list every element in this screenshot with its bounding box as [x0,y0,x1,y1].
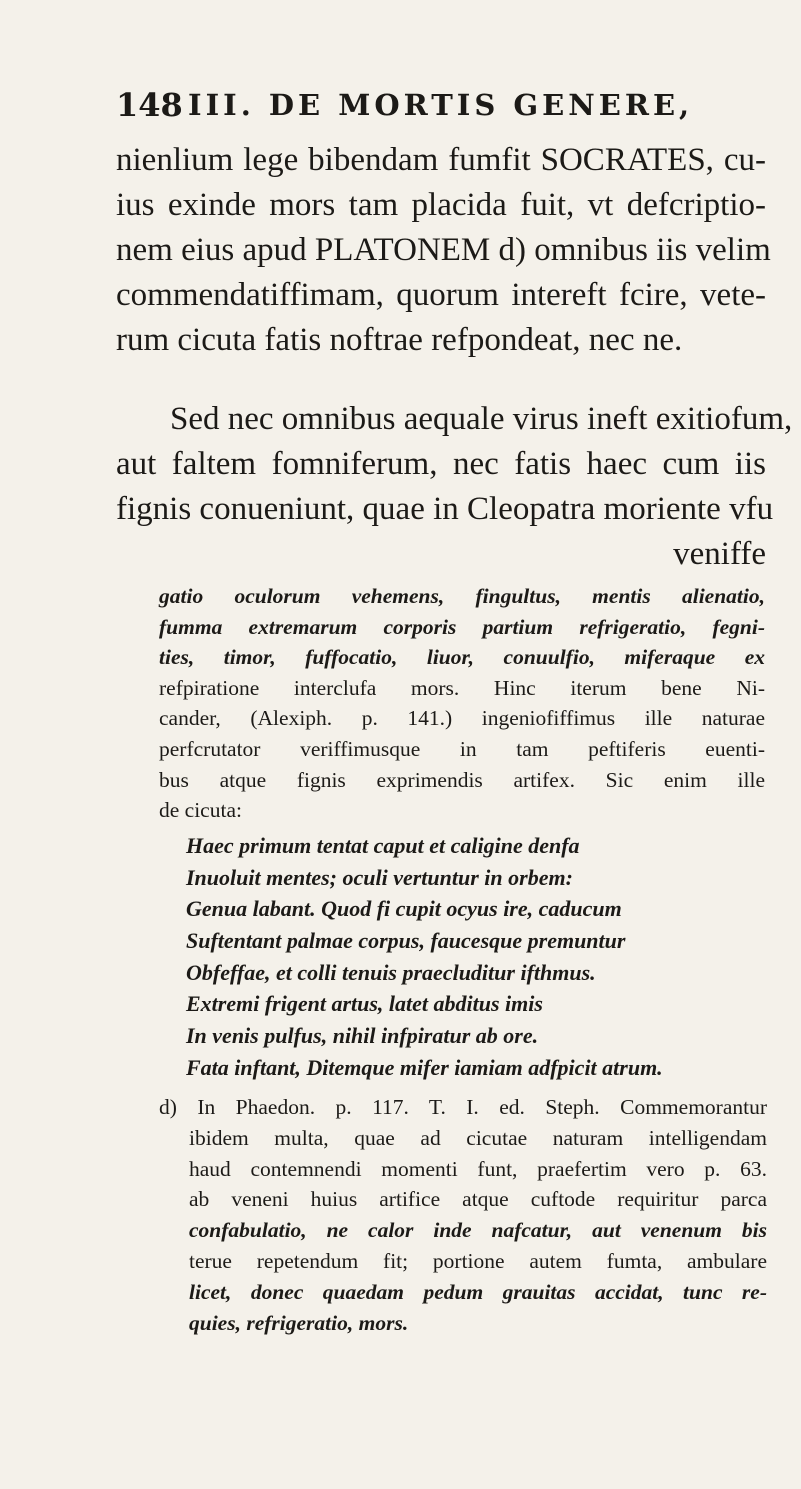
main-line: nienlium lege bibendam fumfit SOCRATES, cu- [116,142,766,178]
note-line: fumma extremarum corporis partium refrigeratio, fegni- [159,614,765,639]
verse-line: Inuoluit mentes; oculi vertuntur in orbem: [186,864,573,890]
footnote-line: haud contemnendi momenti funt, praefertim vero p. 63. [189,1156,767,1181]
footnote-line: licet, donec quaedam pedum grauitas accidat, tunc re- [189,1279,767,1304]
main-line: aut faltem fomniferum, nec fatis haec cum iis [116,446,766,482]
main-line: Sed nec omnibus aequale virus ineft exitiofum, [170,401,793,437]
note-line: ties, timor, fuffocatio, liuor, conuulfio, miferaque ex [159,645,765,670]
footnote-line: ibidem multa, quae ad cicutae naturam intelligendam [189,1125,767,1150]
footnote-line: ab veneni huius artifice atque cuftode requiritur parca [189,1187,767,1212]
main-line: commendatiffimam, quorum intereft fcire, vete- [116,277,766,313]
footnote-d [159,1092,767,1338]
verse-line: Extremi frigent artus, latet abditus imis [186,991,543,1017]
verse-line: Suftentant palmae corpus, faucesque premuntur [186,928,626,954]
footnote-line: confabulatio, ne calor inde nafcatur, aut venenum bis [189,1218,767,1243]
verse-quotation [186,830,746,1084]
verse-line: Haec primum tentat caput et caligine denfa [186,833,580,858]
running-title: III. DE MORTIS GENERE, [188,88,694,122]
page-number: 148 [116,86,183,124]
running-header [116,86,736,126]
main-line: nem eius apud PLATONEM d) omnibus iis velim [116,232,771,268]
note-line: refpiratione interclufa mors. Hinc iterum bene Ni- [159,675,765,700]
verse-line: In venis pulfus, nihil infpiratur ab ore. [186,1023,539,1049]
main-text [116,138,793,577]
verse-line: Genua labant. Quod fi cupit ocyus ire, caducum [186,896,622,922]
note-line: bus atque fignis exprimendis artifex. Sic enim ille [159,767,765,792]
footnote-line: d) In Phaedon. p. 117. T. I. ed. Steph. Commemorantur [159,1095,767,1119]
verse-line: Obfeffae, et colli tenuis praecluditur ifthmus. [186,959,596,985]
note-line: cander, (Alexiph. p. 141.) ingeniofiffimus ille naturae [159,706,765,731]
note-line: gatio oculorum vehemens, fingultus, mentis alienatio, [159,584,765,608]
verse-line: Fata inftant, Ditemque mifer iamiam adfpicit atrum. [186,1054,663,1080]
main-line: fignis conueniunt, quae in Cleopatra moriente vfu [116,491,774,527]
footnote-line: quies, refrigeratio, mors. [189,1310,409,1335]
note-continuation [159,581,765,826]
main-line: rum cicuta fatis noftrae refpondeat, nec ne. [116,322,683,358]
catchword: veniffe [673,536,766,572]
note-line: perfcrutator veriffimusque in tam peftiferis euenti- [159,736,765,761]
footnote-line: terue repetendum fit; portione autem fumta, ambulare [189,1248,767,1273]
main-line: ius exinde mors tam placida fuit, vt defcriptio- [116,187,766,223]
note-line: de cicuta: [159,798,242,823]
